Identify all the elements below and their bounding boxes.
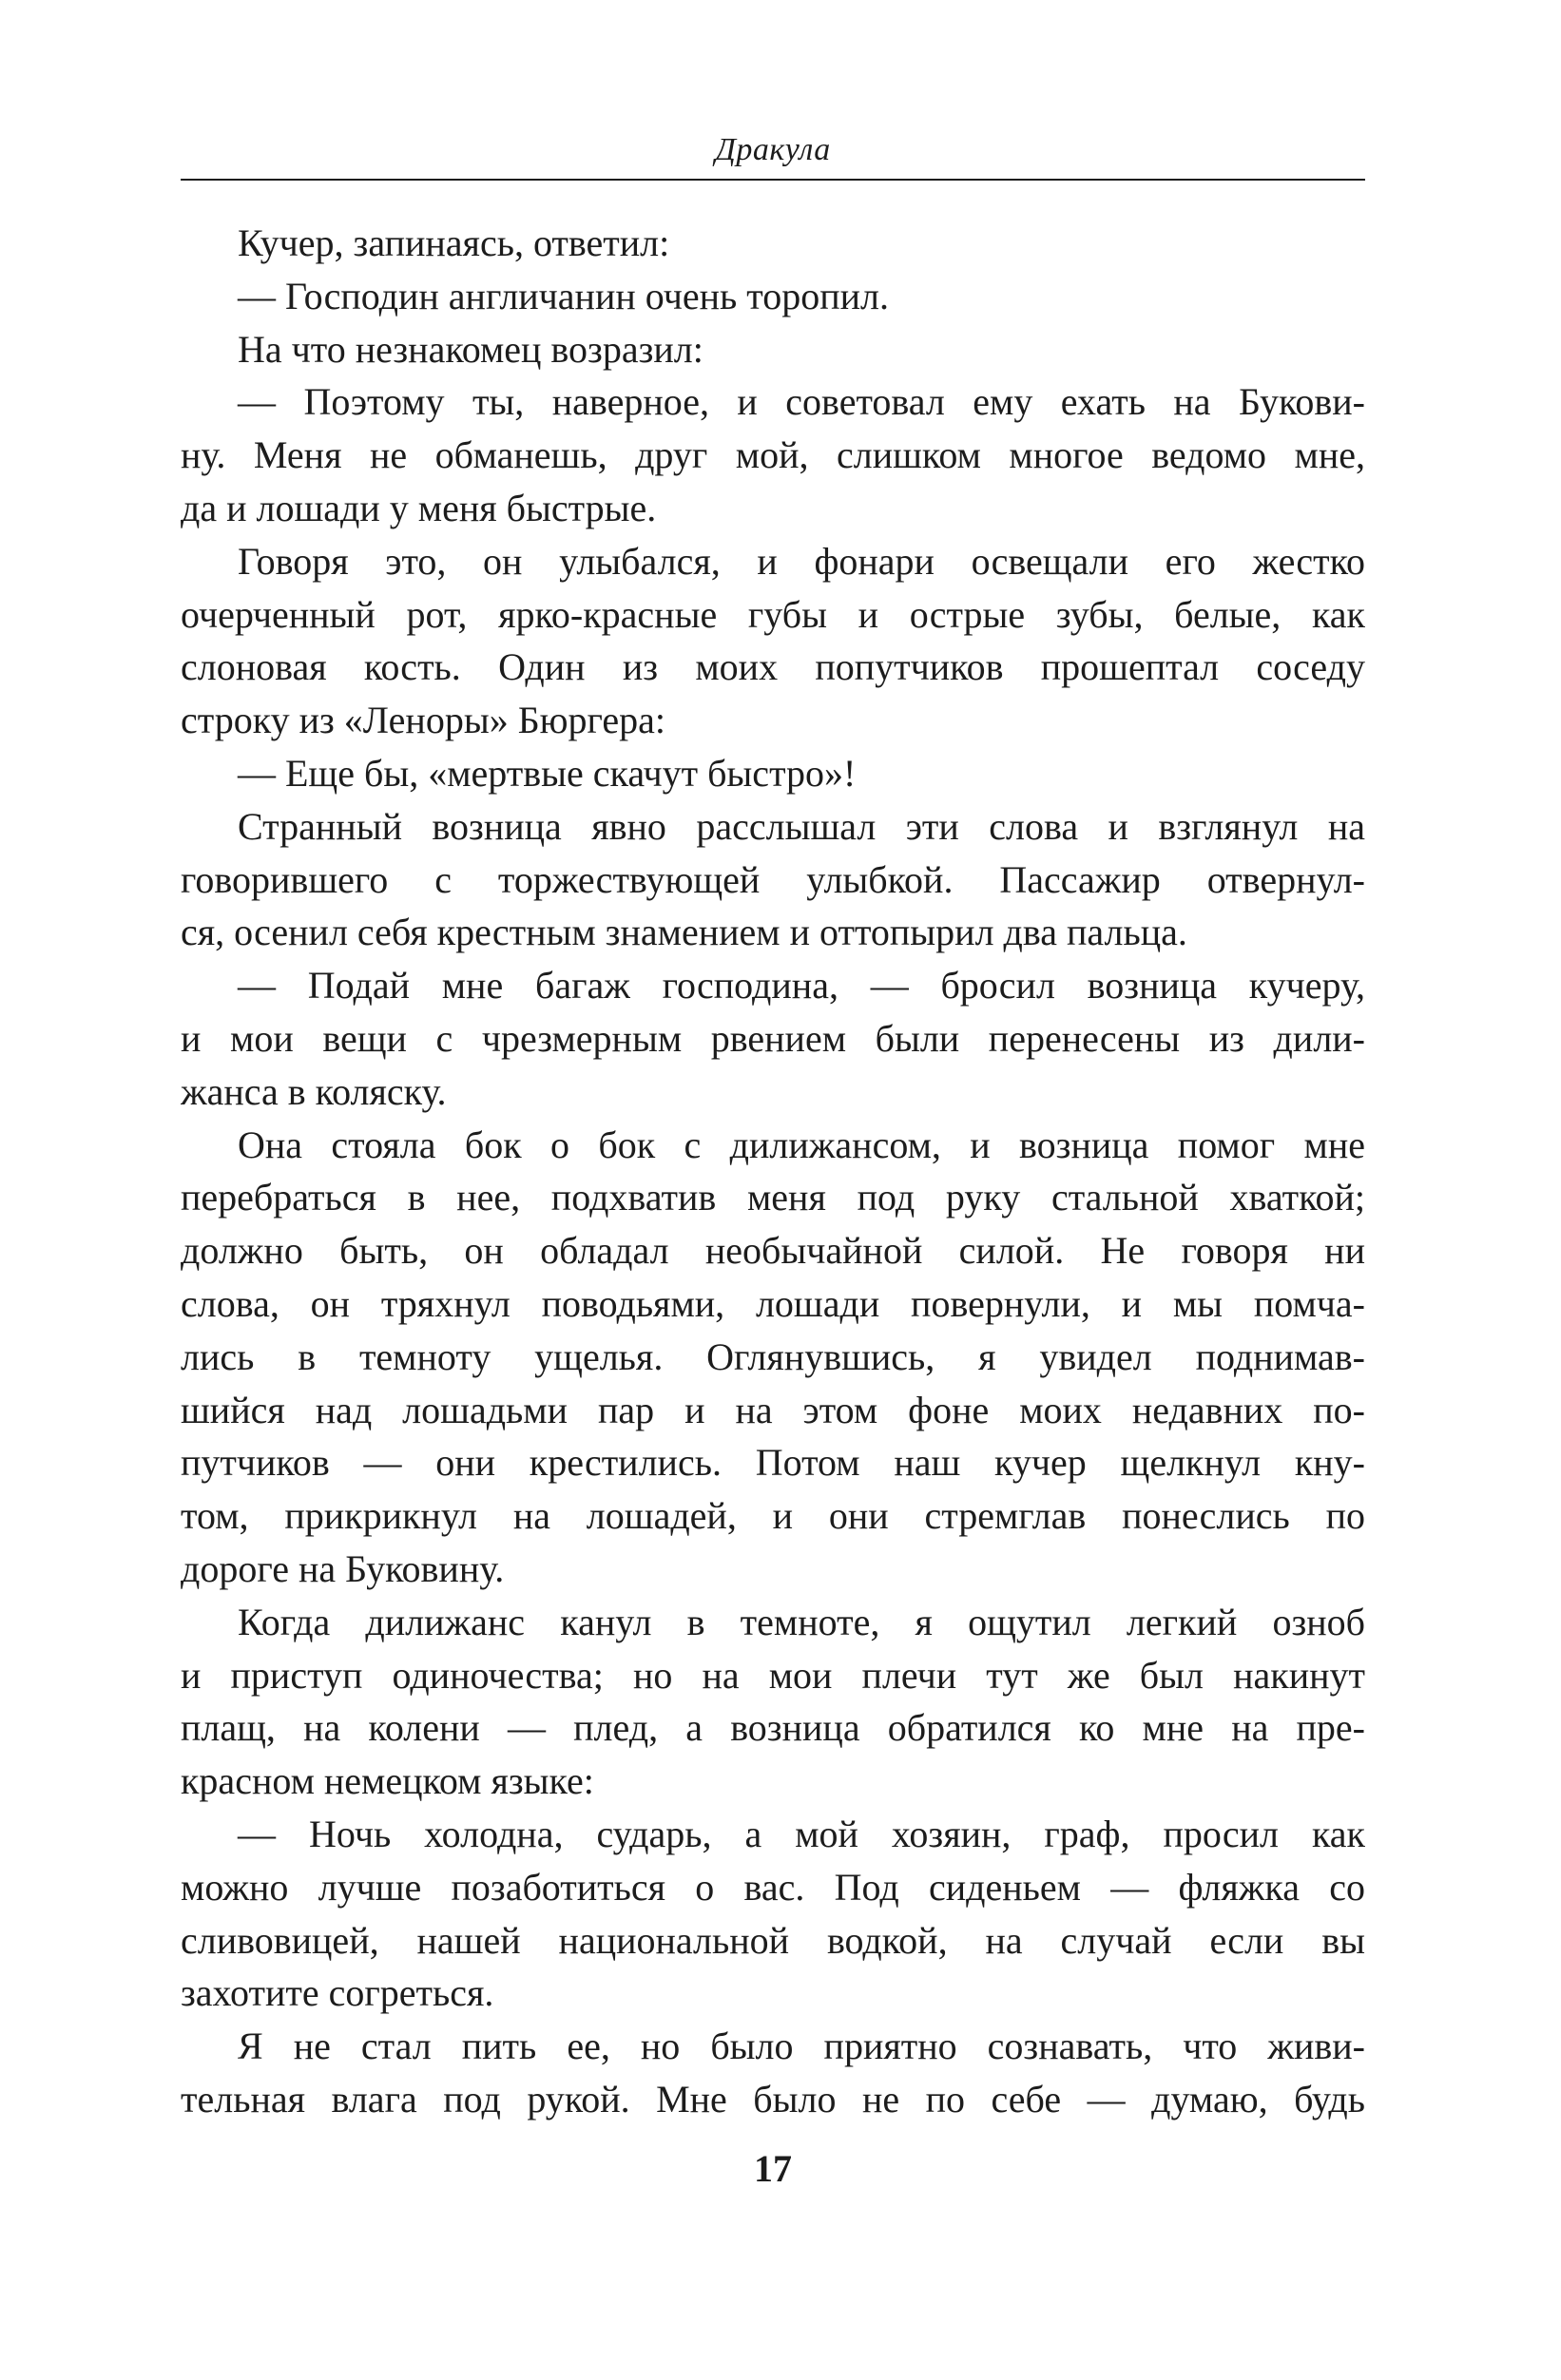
text-line: плащ, на колени — плед, а возница обратился ко мне на пре- <box>181 1706 1365 1750</box>
text-line: — Еще бы, «мертвые скачут быстро»! <box>238 751 857 795</box>
text-line: Когда дилижанс канул в темноте, я ощутил легкий озноб <box>238 1600 1365 1643</box>
text-line: захотите согреться. <box>181 1971 494 2015</box>
text-line: Она стояла бок о бок с дилижансом, и возница помог мне <box>238 1123 1365 1166</box>
text-line: ся, осенил себя крестным знамением и оттопырил два пальца. <box>181 911 1187 954</box>
text-line: путчиков — они крестились. Потом наш кучер щелкнул кну- <box>181 1441 1365 1485</box>
text-line: слоновая кость. Один из моих попутчиков прошептал соседу <box>181 645 1365 689</box>
text-line: сливовицей, нашей национальной водкой, на случай если вы <box>181 1918 1365 1962</box>
text-line: — Ночь холодна, сударь, а мой хозяин, граф, просил как <box>238 1812 1365 1855</box>
text-line: ну. Меня не обманешь, друг мой, слишком многое ведомо мне, <box>181 433 1365 477</box>
running-head: Дракула <box>715 132 831 167</box>
text-line: и мои вещи с чрезмерным рвением были перенесены из дили- <box>181 1016 1365 1060</box>
text-line: строку из «Леноры» Бюргера: <box>181 699 666 742</box>
text-line: и приступ одиночества; но на мои плечи тут же был накинут <box>181 1653 1365 1697</box>
text-line: перебраться в нее, подхватив меня под руку стальной хваткой; <box>181 1176 1365 1219</box>
text-line: шийся над лошадьми пар и на этом фоне моих недавних по- <box>181 1388 1365 1431</box>
text-line: — Поэтому ты, наверное, и советовал ему ехать на Букови- <box>238 380 1365 424</box>
text-line: да и лошади у меня быстрые. <box>181 486 657 529</box>
text-line: — Подай мне багаж господина, — бросил возница кучеру, <box>238 964 1365 1008</box>
text-line: Говоря это, он улыбался, и фонари освещали его жестко <box>238 539 1365 583</box>
text-line: дороге на Буковину. <box>181 1546 505 1590</box>
text-line: Кучер, запинаясь, ответил: <box>238 221 670 264</box>
text-line: На что незнакомец возразил: <box>238 327 703 371</box>
body-text <box>181 217 1365 2126</box>
text-line: должно быть, он обладал необычайной силой. Не говоря ни <box>181 1229 1365 1273</box>
text-line: — Господин англичанин очень торопил. <box>238 274 889 317</box>
header-rule <box>181 179 1365 181</box>
text-line: жанса в коляску. <box>181 1069 447 1113</box>
text-line: слова, он тряхнул поводьями, лошади повернули, и мы помча- <box>181 1281 1365 1325</box>
text-line: Я не стал пить ее, но было приятно сознавать, что живи- <box>238 2025 1365 2068</box>
text-line: Странный возница явно расслышал эти слова и взглянул на <box>238 804 1365 848</box>
page-number: 17 <box>754 2147 792 2190</box>
text-line: красном немецком языке: <box>181 1759 594 1803</box>
text-line: тельная влага под рукой. Мне было не по себе — думаю, будь <box>181 2077 1365 2121</box>
text-line: очерченный рот, ярко-красные губы и острые зубы, белые, как <box>181 592 1365 636</box>
text-line: говорившего с торжествующей улыбкой. Пассажир отвернул- <box>181 857 1365 901</box>
text-line: можно лучше позаботиться о вас. Под сиденьем — фляжка со <box>181 1865 1365 1909</box>
text-line: том, прикрикнул на лошадей, и они стремглав понеслись по <box>181 1494 1365 1538</box>
text-line: лись в темноту ущелья. Оглянувшись, я увидел поднимав- <box>181 1334 1365 1378</box>
